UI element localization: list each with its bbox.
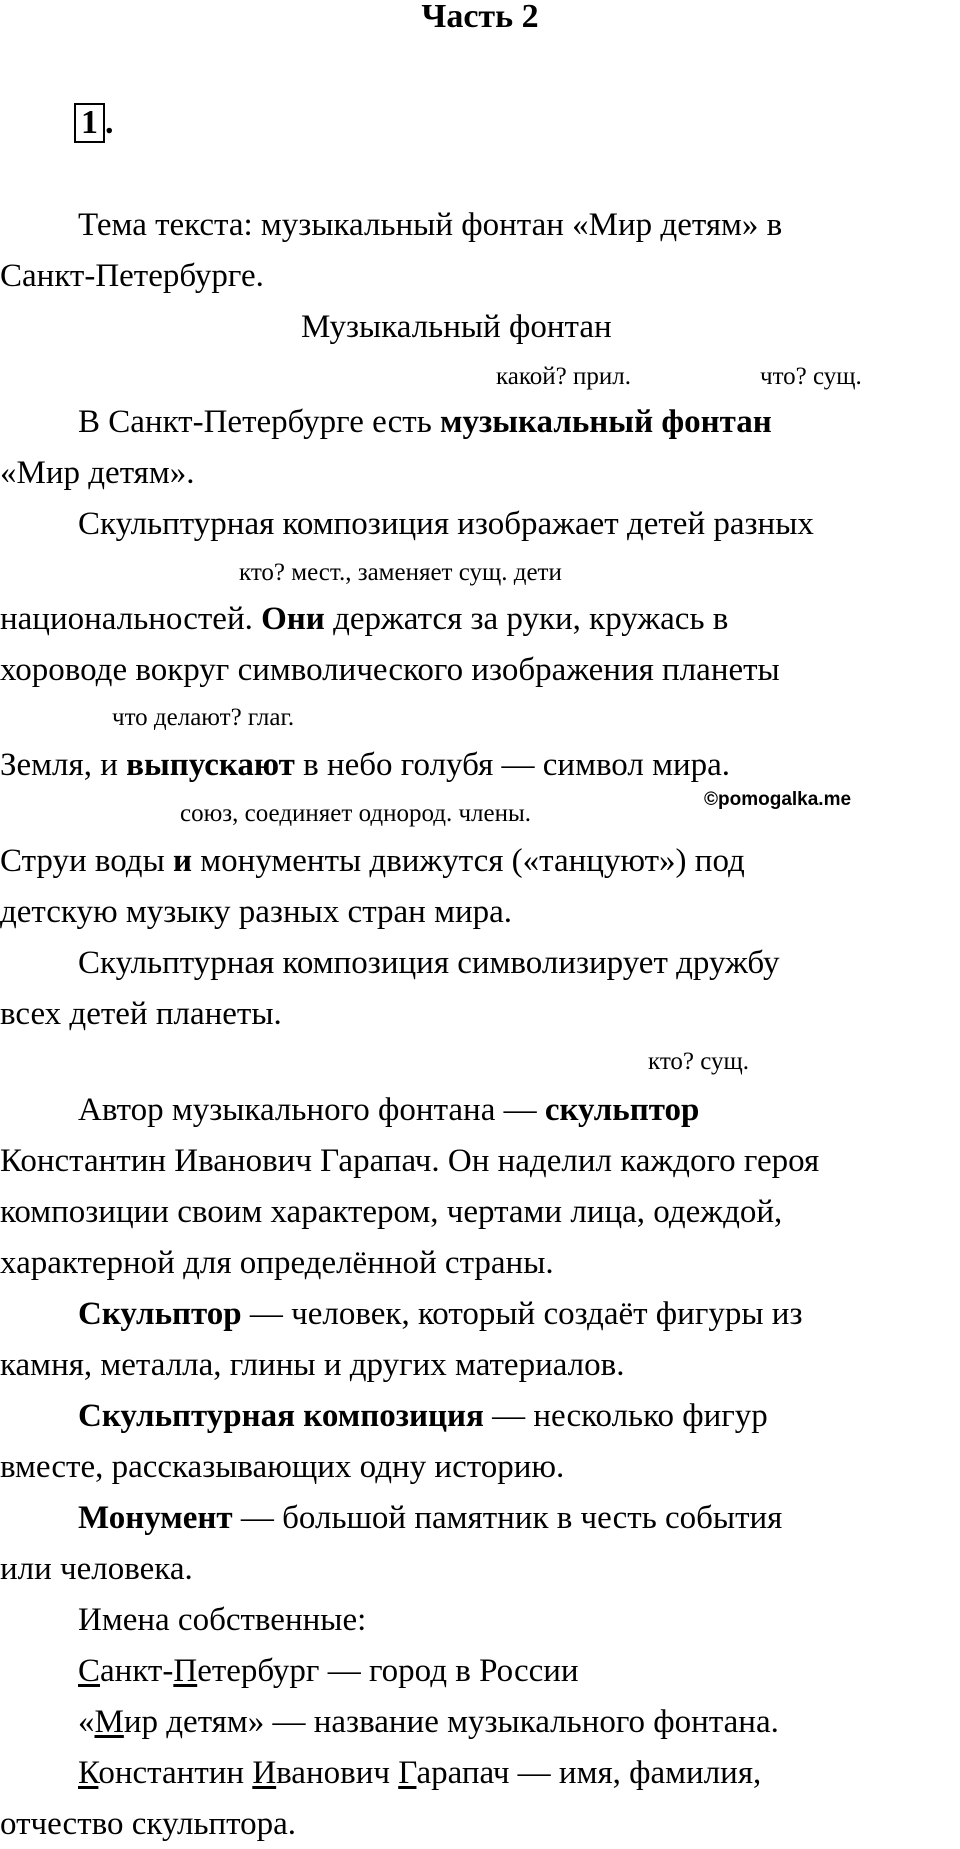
proper-name-mir: «Мир детям» — название музыкального фонтана. xyxy=(78,1704,779,1740)
page-title: Часть 2 xyxy=(421,0,539,35)
definition-3-line-2: или человека. xyxy=(0,1551,193,1587)
para1-line-2: «Мир детям». xyxy=(0,455,195,491)
definition-term: Скульптурная композиция xyxy=(78,1398,484,1434)
bold-word: Они xyxy=(261,601,325,637)
para2-line-2: национальностей. Они держатся за руки, кружась в xyxy=(0,601,729,637)
para4-line-3: композиции своим характером, чертами лица, одеждой, xyxy=(0,1194,783,1230)
para4-line-1: Автор музыкального фонтана — скульптор xyxy=(78,1092,700,1128)
para2-line-6: детскую музыку разных стран мира. xyxy=(0,894,513,930)
definition-3-line-1: Монумент — большой памятник в честь события xyxy=(78,1500,783,1536)
annotation-adjective: какой? прил. xyxy=(496,363,631,390)
theme-line-2: Санкт-Петербурге. xyxy=(0,258,264,294)
watermark: ©pomogalka.me xyxy=(704,789,852,810)
annotation-pronoun: кто? мест., заменяет сущ. дети xyxy=(239,559,562,586)
proper-name-garapach: Константин Иванович Гарапач — имя, фамилия, xyxy=(78,1755,762,1791)
bold-word: скульптор xyxy=(544,1092,700,1128)
annotation-noun: что? сущ. xyxy=(760,363,862,390)
definition-term: Скульптор xyxy=(78,1296,242,1332)
definition-2-line-2: вместе, рассказывающих одну историю. xyxy=(0,1449,565,1485)
para2-line-5: Струи воды и монументы движутся («танцуют») под xyxy=(0,843,745,879)
para4-line-2: Константин Иванович Гарапач. Он наделил каждого героя xyxy=(0,1143,820,1179)
para2-line-1: Скульптурная композиция изображает детей разных xyxy=(78,506,814,542)
theme-line-1: Тема текста: музыкальный фонтан «Мир детям» в xyxy=(78,207,783,243)
proper-name-spb: Санкт-Петербург — город в России xyxy=(78,1653,579,1689)
task-number: 1 . xyxy=(74,103,114,143)
para3-line-1: Скульптурная композиция символизирует дружбу xyxy=(78,945,780,981)
definition-1-line-2: камня, металла, глины и других материалов. xyxy=(0,1347,625,1383)
bold-phrase: музыкальный фонтан xyxy=(440,404,772,440)
para2-line-3: хороводе вокруг символического изображения планеты xyxy=(0,652,780,688)
annotation-conjunction: союз, соединяет однород. члены. xyxy=(180,800,532,827)
bold-word: и xyxy=(173,843,193,879)
para3-line-2: всех детей планеты. xyxy=(0,996,282,1032)
annotation-noun-2: кто? сущ. xyxy=(648,1048,750,1075)
bold-word: выпускают xyxy=(126,747,295,783)
proper-name-garapach-line-2: отчество скульптора. xyxy=(0,1806,297,1842)
para2-line-4: Земля, и выпускают в небо голубя — символ мира. xyxy=(0,747,731,783)
para1-line-1: В Санкт-Петербурге есть музыкальный фонтан xyxy=(78,404,772,440)
definition-1-line-1: Скульптор — человек, который создаёт фигуры из xyxy=(78,1296,803,1332)
task-number-box: 1 xyxy=(74,103,105,143)
para4-line-4: характерной для определённой страны. xyxy=(0,1245,554,1281)
definition-2-line-1: Скульптурная композиция — несколько фигур xyxy=(78,1398,768,1434)
annotation-verb: что делают? глаг. xyxy=(112,704,295,731)
definition-term: Монумент xyxy=(78,1500,233,1536)
proper-names-header: Имена собственные: xyxy=(78,1602,367,1638)
phrase-title: Музыкальный фонтан xyxy=(301,309,612,345)
